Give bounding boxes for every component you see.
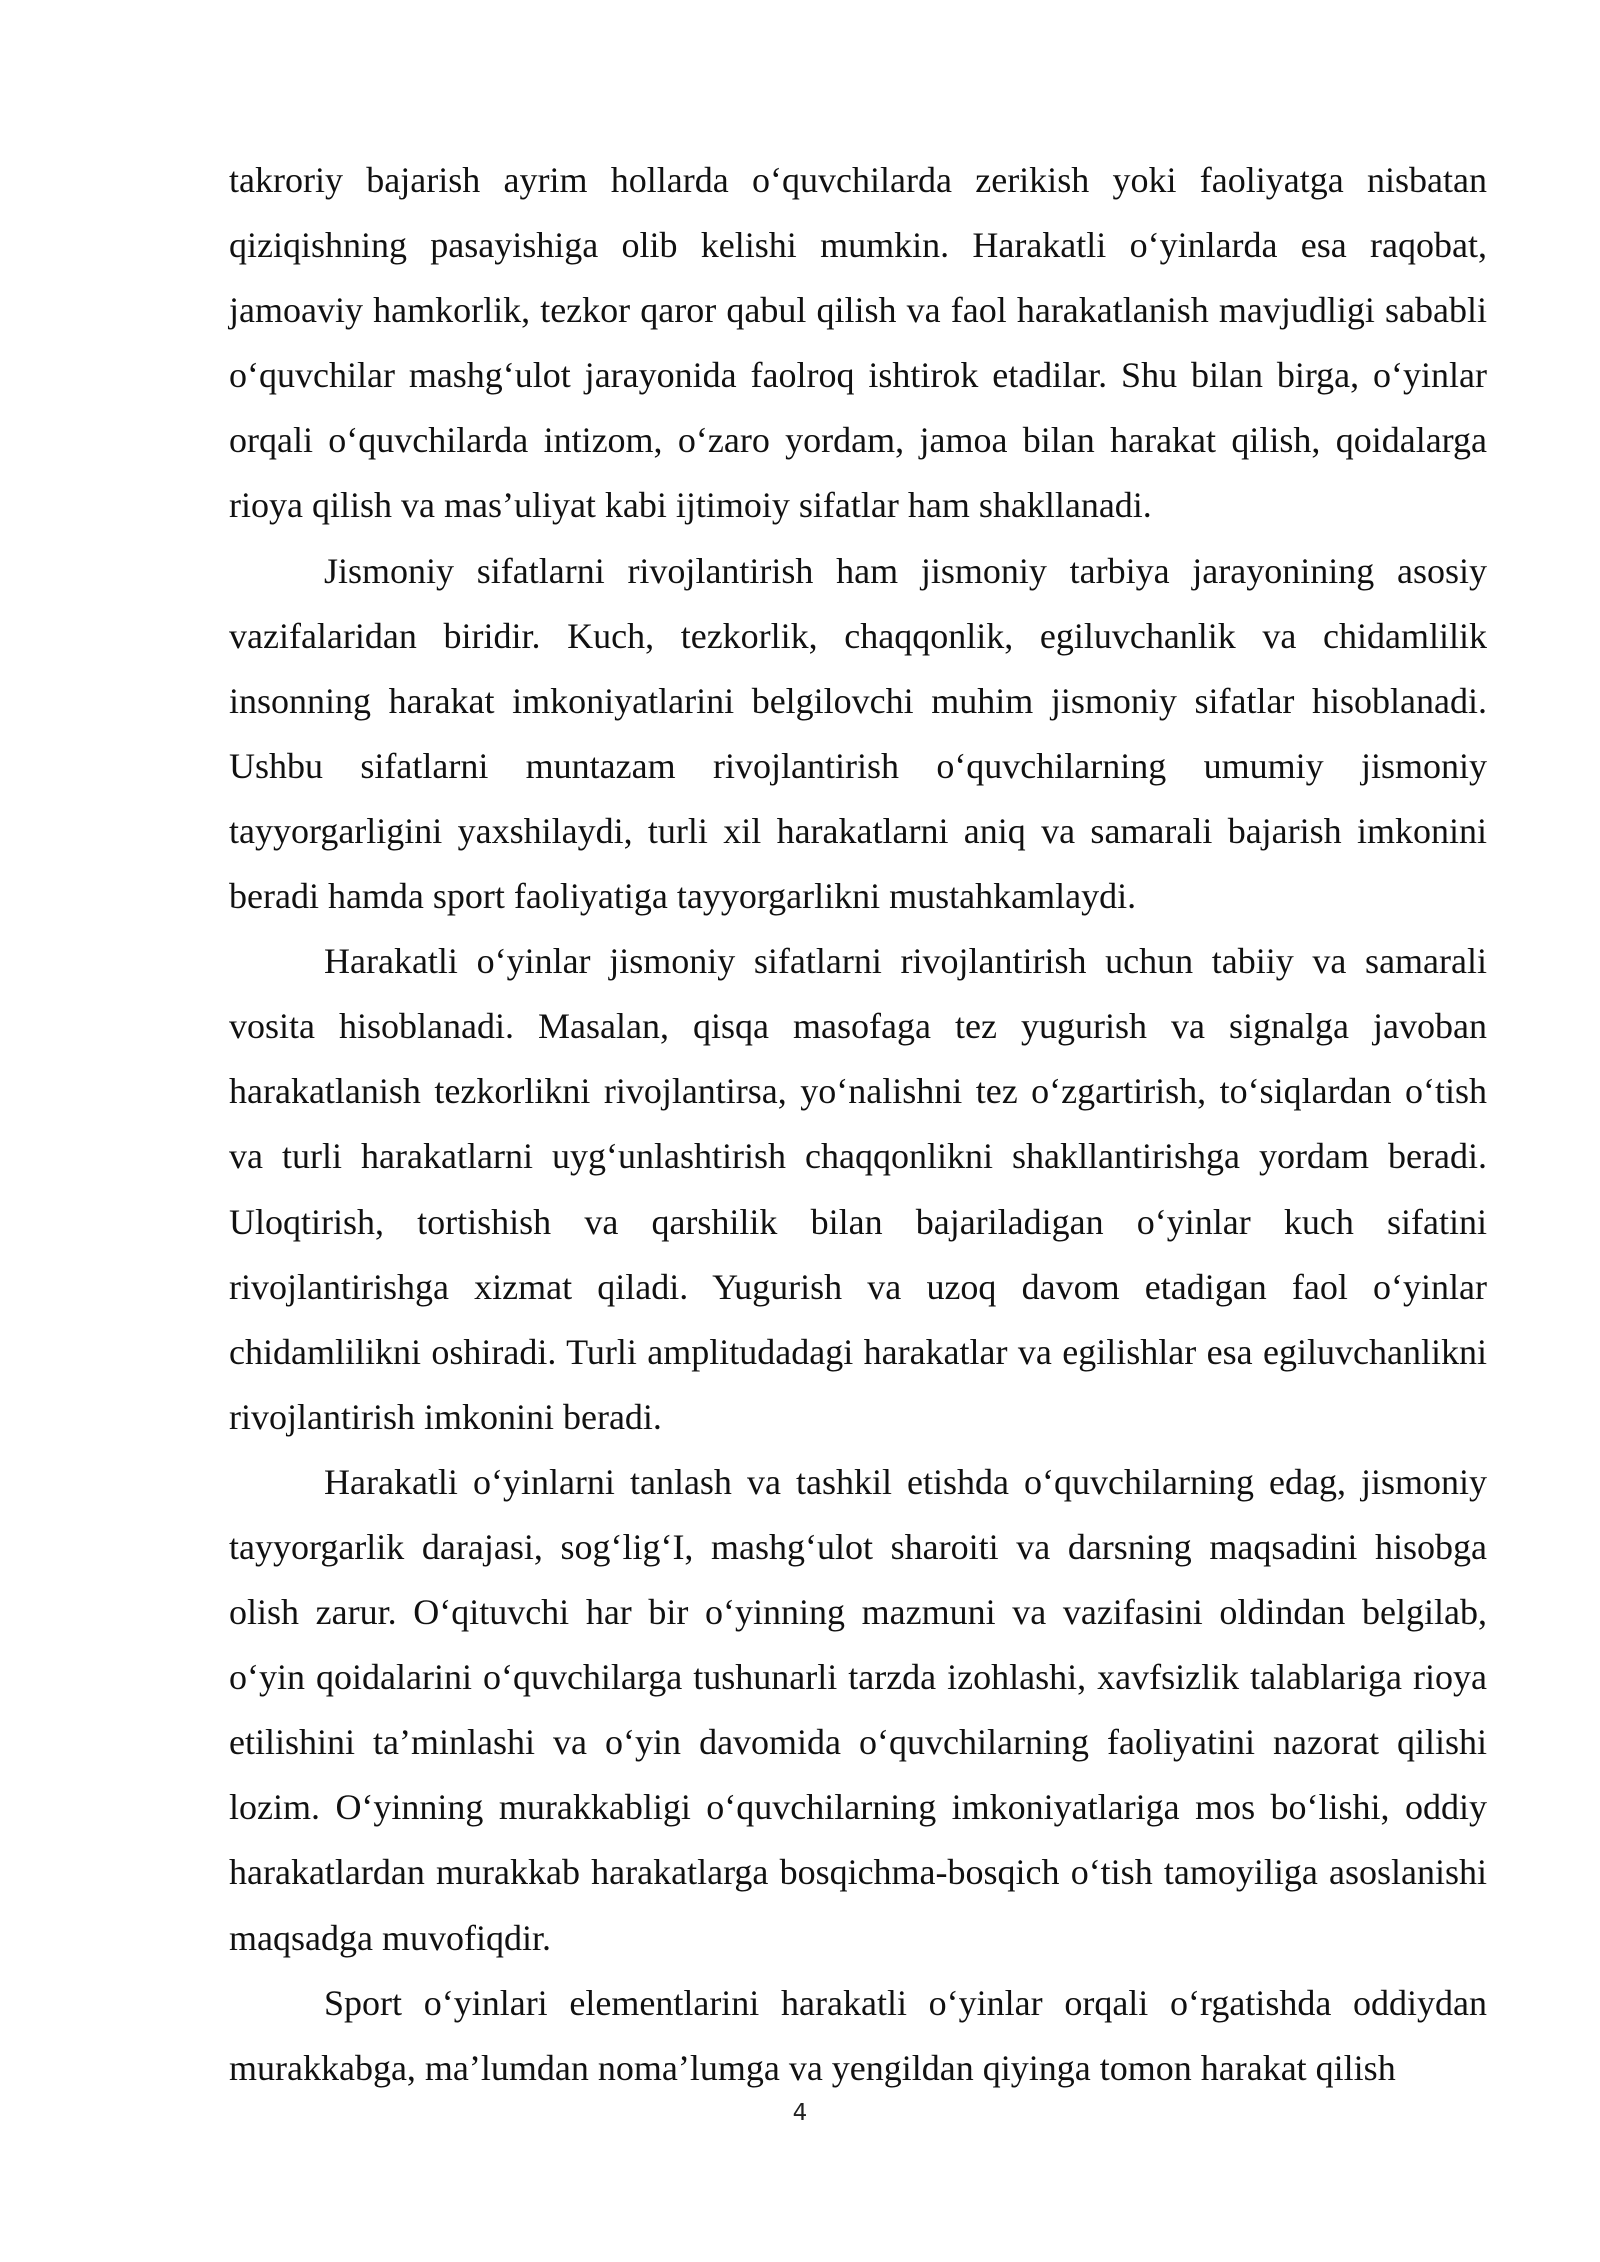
page-number: 4 <box>792 2100 808 2126</box>
body-text <box>229 148 1487 2101</box>
paragraph-physical-qualities: Jismoniy sifatlarni rivojlantirish ham jismoniy tarbiya jarayonining asosiy vazifalaridan biridir. Kuch, tezkorlik, chaqqonlik, egiluvchanlik va chidamlilik insonning harakat imkoniyatlarini belgilovchi muhim jismoniy sifatlar hisoblanadi. Ushbu sifatlarni muntazam rivojlantirish o‘quvchilarning umumiy jismoniy tayyorgarligini yaxshilaydi, turli xil harakatlarni aniq va samarali bajarish imkonini beradi hamda sport faoliyatiga tayyorgarlikni mustahkamlaydi. <box>229 550 1487 917</box>
paragraph-sport-games: Sport o‘yinlari elementlarini harakatli o‘yinlar orqali o‘rgatishda oddiydan murakkabga, ma’lumdan noma’lumga va yengildan qiyinga tomon harakat qilish <box>229 1982 1487 2088</box>
paragraph-game-selection: Harakatli o‘yinlarni tanlash va tashkil etishda o‘quvchilarning edag, jismoniy tayyorgarlik darajasi, sog‘lig‘I, mashg‘ulot sharoiti va darsning maqsadini hisobga olish zarur. O‘qituvchi har bir o‘yinning mazmuni va vazifasini oldindan belgilab, o‘yin qoidalarini o‘quvchilarga tushunarli tarzda izohlashi, xavfsizlik talablariga rioya etilishini ta’minlashi va o‘yin davomida o‘quvchilarning faoliyatini nazorat qilishi lozim. O‘yinning murakkabligi o‘quvchilarning imkoniyatlariga mos bo‘lishi, oddiy harakatlardan murakkab harakatlarga bosqichma-bosqich o‘tish tamoyiliga asoslanishi maqsadga muvofiqdir. <box>229 1461 1487 1958</box>
paragraph-active-games: Harakatli o‘yinlar jismoniy sifatlarni rivojlantirish uchun tabiiy va samarali vosita hisoblanadi. Masalan, qisqa masofaga tez yugurish va signalga javoban harakatlanish tezkorlikni rivojlantirsa, yo‘nalishni tez o‘zgartirish, to‘siqlardan o‘tish va turli harakatlarni uyg‘unlashtirish chaqqonlikni shakllantirishga yordam beradi. Uloqtirish, tortishish va qarshilik bilan bajariladigan o‘yinlar kuch sifatini rivojlantirishga xizmat qiladi. Yugurish va uzoq davom etadigan faol o‘yinlar chidamlilikni oshiradi. Turli amplitudadagi harakatlar va egilishlar esa egiluvchanlikni rivojlantirish imkonini beradi. <box>229 941 1487 1437</box>
paragraph-continuation: takroriy bajarish ayrim hollarda o‘quvchilarda zerikish yoki faoliyatga nisbatan qiziqishning pasayishiga olib kelishi mumkin. Harakatli o‘yinlarda esa raqobat, jamoaviy hamkorlik, tezkor qaror qabul qilish va faol harakatlanish mavjudligi sababli o‘quvchilar mashg‘ulot jarayonida faolroq ishtirok etadilar. Shu bilan birga, o‘yinlar orqali o‘quvchilarda intizom, o‘zaro yordam, jamoa bilan harakat qilish, qoidalarga rioya qilish va mas’uliyat kabi ijtimoiy sifatlar ham shakllanadi. <box>229 160 1487 526</box>
